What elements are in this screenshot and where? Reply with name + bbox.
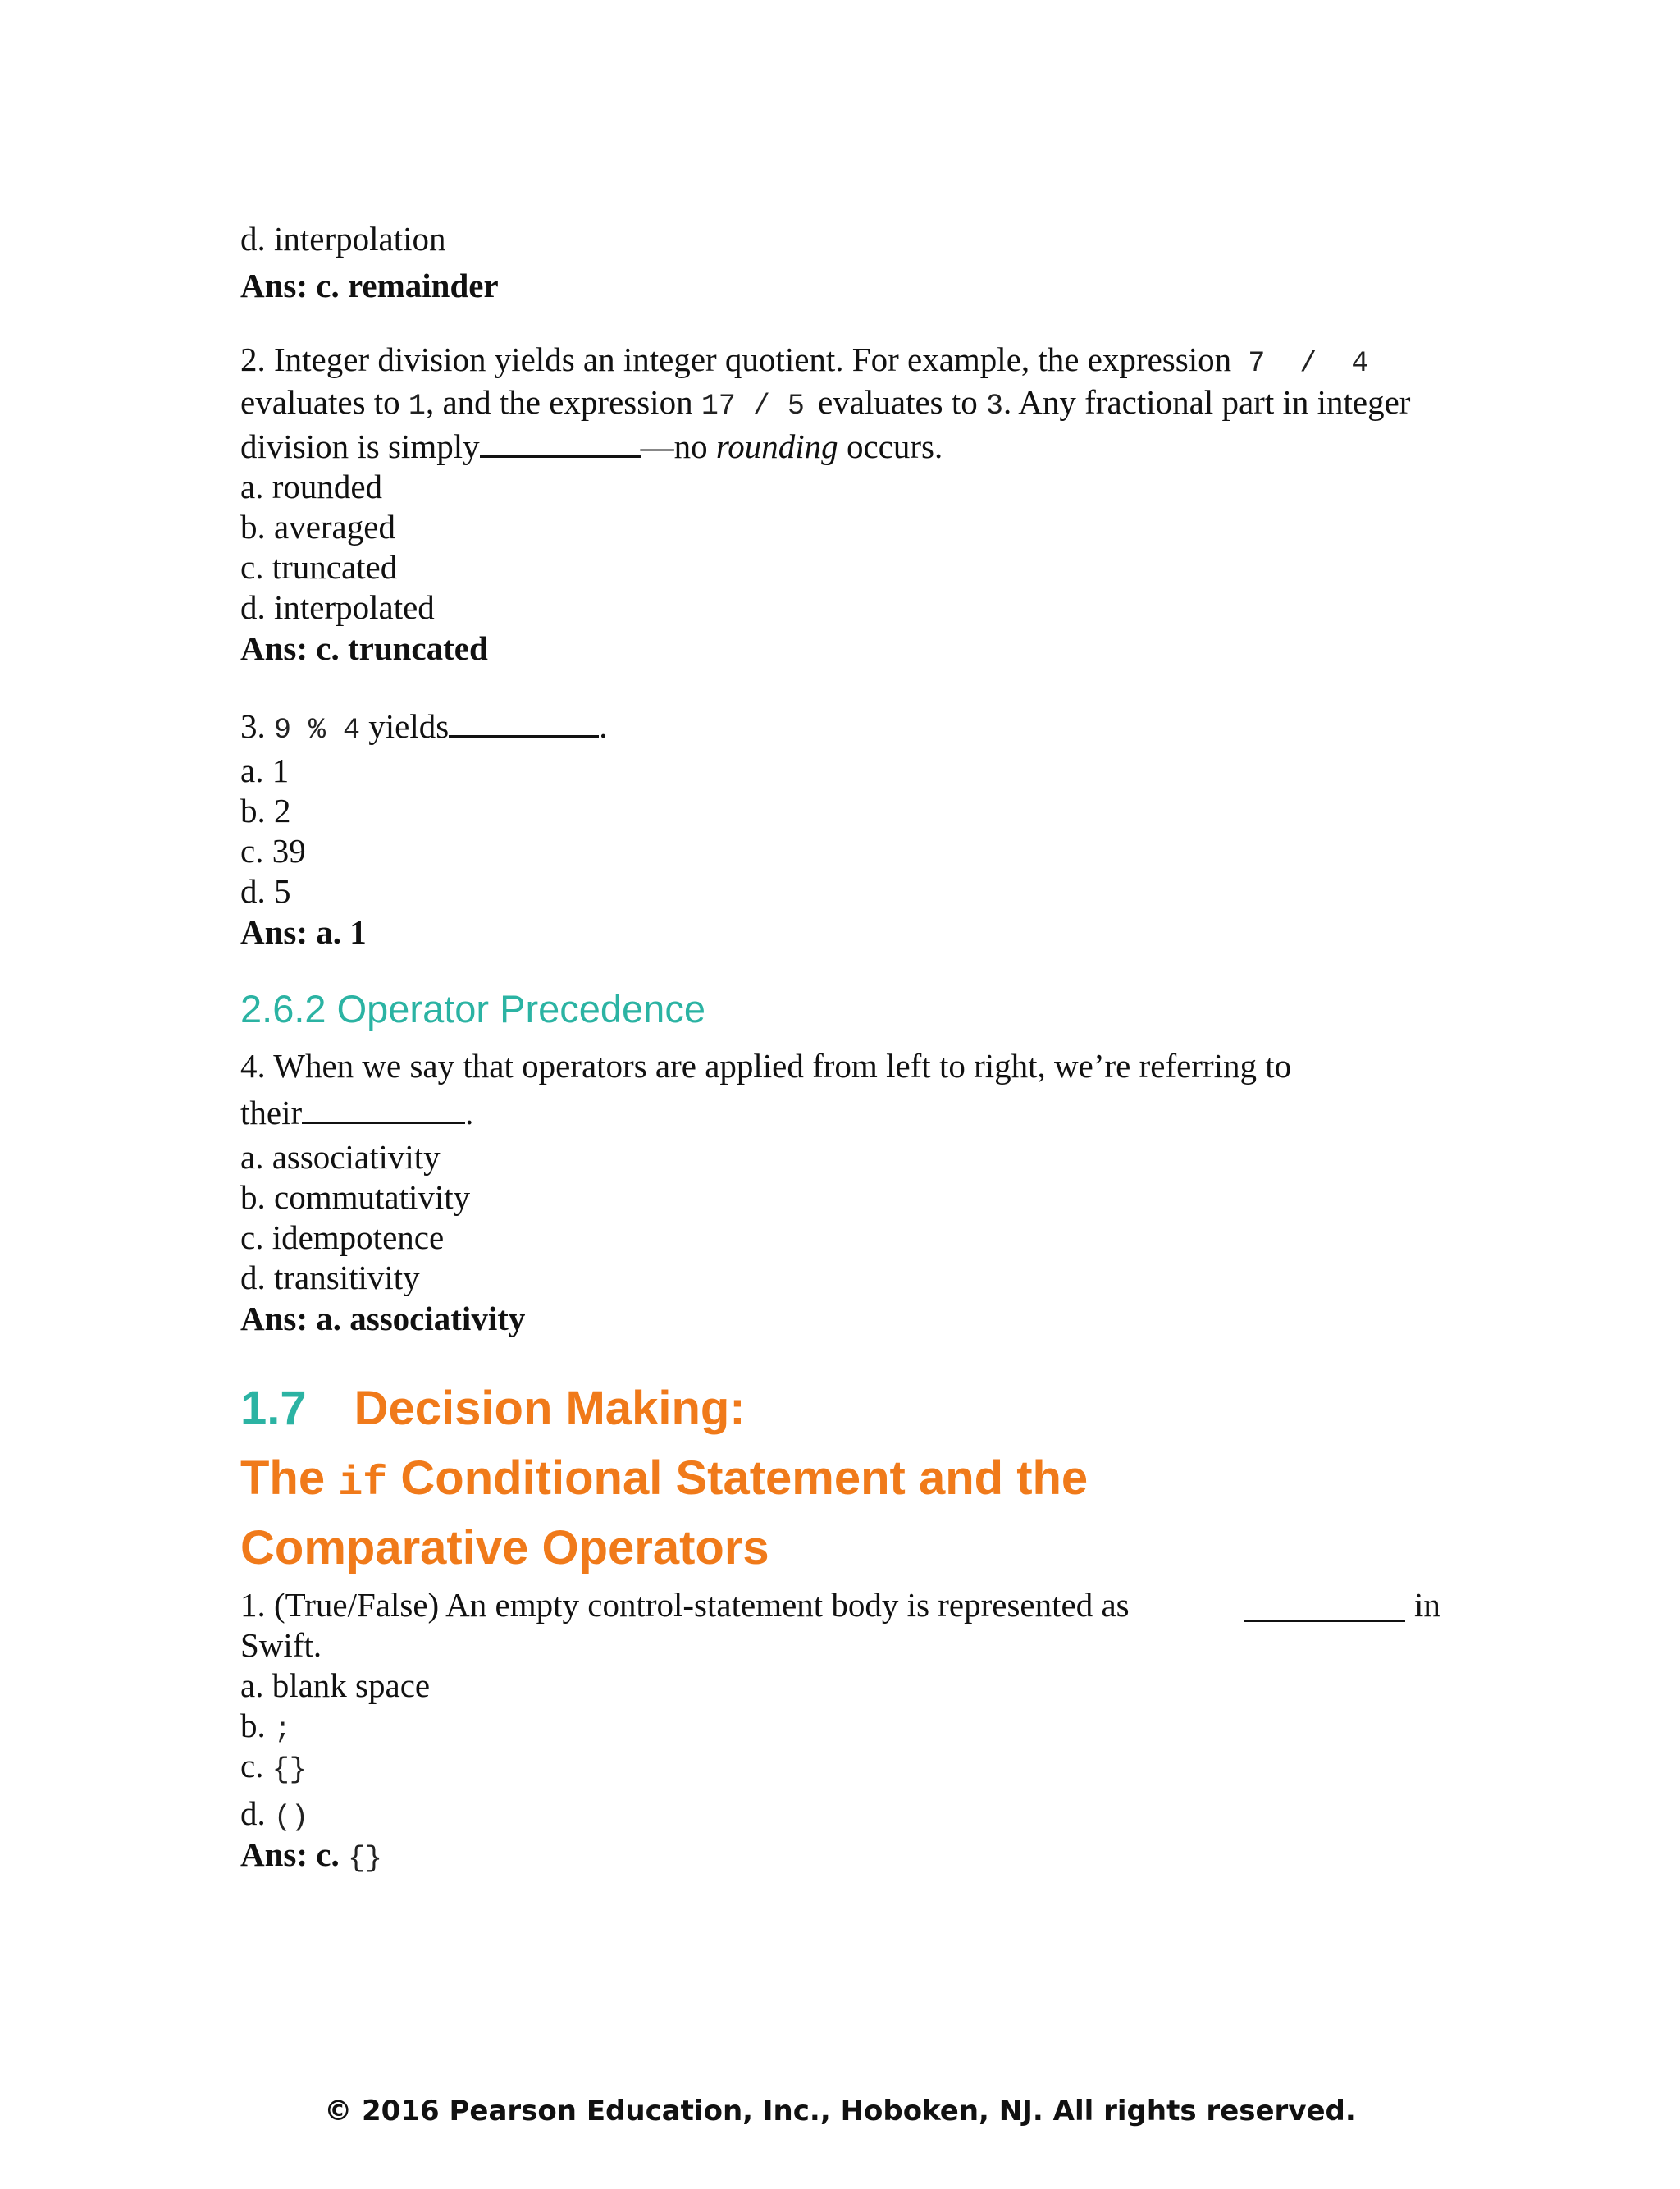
q4-text: their (240, 1094, 303, 1131)
q2-l2-text-d: . Any fractional part in integer (1003, 383, 1411, 421)
section-title-line-3: Comparative Operators (240, 1521, 769, 1574)
q2-option-a: a. rounded (240, 468, 383, 505)
section-heading-1-7 (240, 1382, 746, 1435)
q2-l3-italic: rounding (715, 427, 838, 465)
q2-line-3 (240, 427, 943, 465)
q2-text: 2. Integer division yields an integer quotient. For example, the expression (240, 340, 1232, 378)
q2-answer: Ans: c. truncated (240, 629, 488, 667)
q2-l3-text-c: occurs. (838, 427, 943, 465)
q1-answer: Ans: c. remainder (240, 267, 499, 304)
q2-l2-text-b: , and the expression (425, 383, 693, 421)
q3-answer: Ans: a. 1 (240, 913, 367, 951)
section-title-line-1: Decision Making: (354, 1382, 746, 1435)
q5-line-2: Swift. (240, 1626, 322, 1664)
q4-line-1: 4. When we say that operators are applied from left to right, we’re referring to (240, 1047, 1292, 1085)
q3-blank (449, 711, 599, 738)
q2-l3-text-a: division is simply (240, 427, 480, 465)
q2-line-1 (240, 340, 1369, 380)
q2-code-3: 3 (986, 390, 1004, 423)
q2-l3-text-b: —no (640, 427, 716, 465)
q5-option-d-code: () (274, 1801, 309, 1834)
q4-blank (302, 1097, 465, 1124)
q2-option-d: d. interpolated (240, 588, 435, 626)
section-title-the: The (240, 1451, 326, 1505)
q5-option-b-code: ; (274, 1713, 292, 1746)
q5-blank (1244, 1595, 1405, 1622)
q5-option-d (240, 1794, 309, 1834)
copyright-footer: © 2016 Pearson Education, Inc., Hoboken, NJ. All rights reserved. (324, 2095, 1356, 2127)
q4-line-2 (240, 1096, 473, 1130)
q2-code-expr1: 7 / 4 (1248, 347, 1369, 380)
q2-l2-text-a: evaluates to (240, 383, 400, 421)
q5-option-b (240, 1709, 291, 1744)
q5-line-1-tail: in (1414, 1586, 1440, 1624)
q4-period: . (465, 1094, 474, 1131)
q4-option-c: c. idempotence (240, 1218, 445, 1256)
q3-option-d: d. 5 (240, 872, 291, 910)
q5-option-c-label: c. (240, 1747, 264, 1785)
q3-line (240, 707, 608, 747)
section-title-line-2 (240, 1451, 1089, 1507)
q4-option-a: a. associativity (240, 1138, 441, 1176)
q5-answer-label: Ans: c. (240, 1835, 340, 1873)
q5-option-b-label: b. (240, 1707, 266, 1744)
q5-answer (240, 1835, 382, 1875)
q4-option-d: d. transitivity (240, 1259, 420, 1296)
q3-code: 9 % 4 (274, 714, 361, 747)
section-title-rest: Conditional Statement and the (400, 1451, 1089, 1505)
q3-option-a: a. 1 (240, 752, 290, 789)
q5-answer-code: {} (347, 1842, 382, 1875)
q2-option-b: b. averaged (240, 508, 395, 546)
q5-option-c-code: {} (272, 1753, 307, 1786)
q5-option-a: a. blank space (240, 1666, 431, 1704)
q1-option-d: d. interpolation (240, 220, 446, 258)
q3-option-c: c. 39 (240, 832, 306, 870)
q3-option-b: b. 2 (240, 792, 291, 829)
q5-option-d-label: d. (240, 1794, 266, 1832)
q2-code-1: 1 (408, 390, 426, 423)
q3-period: . (599, 707, 608, 745)
q3-text: yields (368, 707, 450, 745)
q4-option-b: b. commutativity (240, 1178, 471, 1216)
q2-option-c: c. truncated (240, 548, 398, 586)
section-heading-2-6-2: 2.6.2 Operator Precedence (240, 987, 705, 1031)
q2-blank (480, 431, 641, 458)
q2-line-2 (240, 383, 1411, 423)
q2-l2-text-c: evaluates to (818, 383, 978, 421)
section-title-code-if: if (338, 1460, 388, 1507)
q4-answer: Ans: a. associativity (240, 1300, 526, 1337)
q5-option-c (240, 1749, 307, 1785)
q5-line-1: 1. (True/False) An empty control-statement body is represented as (240, 1586, 1130, 1624)
q2-code-expr2: 17 / 5 (701, 390, 805, 423)
section-number: 1.7 (240, 1382, 307, 1435)
q3-prefix: 3. (240, 707, 266, 745)
